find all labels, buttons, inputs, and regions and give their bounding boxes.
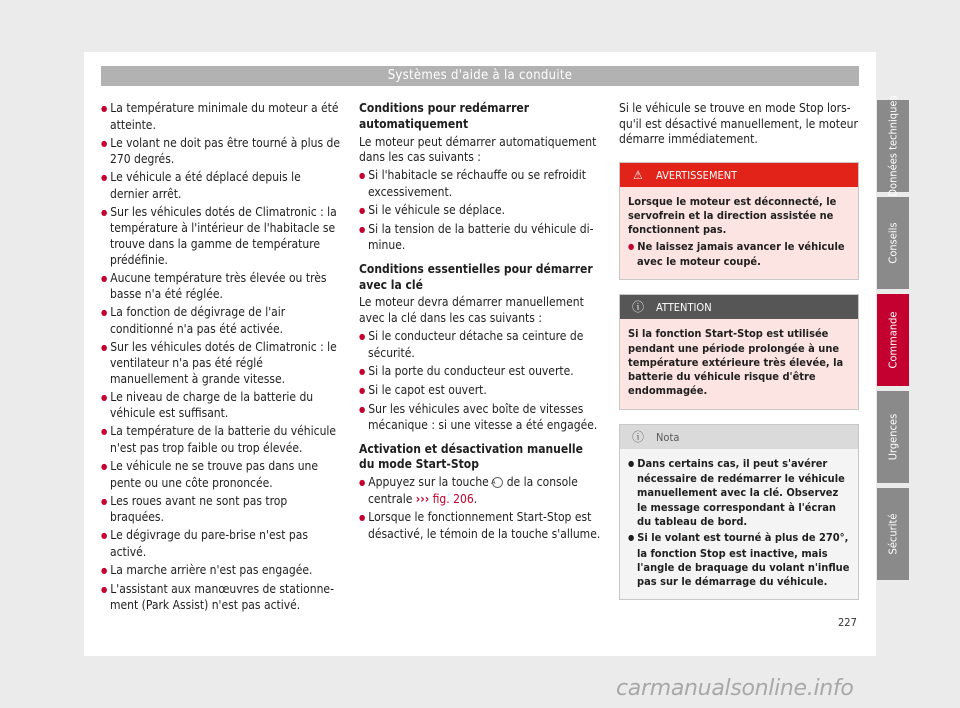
list-item: ● Le volant ne doit pas être tourné à plus de 270 degrés. <box>101 136 341 168</box>
list-item: ● Sur les véhicules dotés de Climatronic : la température à l'intérieur de l'habitacle se trouve dans la gamme de température prédéfinie. <box>101 205 341 268</box>
warning-triangle-icon: ⚠ <box>633 167 643 182</box>
text: . <box>473 491 478 506</box>
note-body <box>620 449 858 600</box>
list-item: ● Le dégivrage du pare-brise n'est pas activé. <box>101 528 341 560</box>
exclamation-circle-icon: ⓘ <box>631 300 644 315</box>
text: de la console centrale <box>368 475 578 506</box>
list-item: ● Dans certains cas, il peut s'avérer nécessaire de redémarrer le véhicule manuellement avec la clé. Observez le message correspondant à l'écran du tableau de bord. <box>628 457 850 529</box>
list-item: ● Si le capot est ouvert. <box>359 383 601 400</box>
list-item: ● Sur les véhicules dotés de Climatronic : le ventilateur n'a pas été réglé manuellement à grande vitesse. <box>101 340 341 388</box>
list-item: ● Aucune température très élevée ou très basse n'a été réglée. <box>101 271 341 303</box>
page-number: 227 <box>838 616 857 629</box>
reference-arrow: ››› <box>415 491 430 506</box>
attention-body <box>620 319 858 408</box>
section-heading: Conditions essentielles pour démarrer avec la clé <box>359 261 593 292</box>
list-item: ● Si le conducteur détache sa ceinture de sécurité. <box>359 329 601 361</box>
list-item: ● Le véhicule a été déplacé depuis le dernier arrêt. <box>101 170 341 202</box>
column-right <box>619 101 859 600</box>
list-item: ● Ne laissez jamais avancer le véhicule avec le moteur coupé. <box>628 240 850 270</box>
tab-label: Urgences <box>886 413 900 461</box>
attention-text: Si la fonction Start-Stop est utilisée pendant une période prolongée à une température extérieure très élevée, la batterie du véhicule risque d'être endommagée. <box>628 327 844 398</box>
paragraph: Le moteur peut démarrer automatiquement dans les cas suivants : <box>359 134 597 165</box>
tab-label: Conseils <box>886 222 900 264</box>
note-title: Nota <box>656 430 680 444</box>
column-middle <box>359 101 601 545</box>
tab-securite[interactable] <box>877 488 909 580</box>
list-item: ● Sur les véhicules avec boîte de vitesses mécanique : si une vitesse a été engagée. <box>359 402 601 434</box>
list-item: ● Le véhicule ne se trouve pas dans une pente ou une côte prononcée. <box>101 459 341 491</box>
warning-box <box>619 162 859 280</box>
list-item: ● Si la porte du conducteur est ouverte. <box>359 364 601 381</box>
warning-text: Lorsque le moteur est déconnecté, le servofrein et la direction assistée ne fonctionnent pas. <box>628 194 837 237</box>
list-item: ● Les roues avant ne sont pas trop braquées. <box>101 494 341 526</box>
start-stop-key-icon: A <box>492 477 503 488</box>
list-item: ● La température de la batterie du véhicule n'est pas trop faible ou trop élevée. <box>101 424 341 456</box>
section-heading: Conditions pour redémarrer automatiquement <box>359 101 530 131</box>
attention-title: ATTENTION <box>656 301 712 315</box>
figure-link[interactable]: fig. 206 <box>432 491 474 506</box>
attention-header <box>620 295 858 319</box>
tab-label: Sécurité <box>886 513 900 555</box>
tab-conseils[interactable] <box>877 197 909 289</box>
column-left <box>101 101 341 616</box>
info-icon: ⓘ <box>631 429 644 444</box>
paragraph: Si le véhicule se trouve en mode Stop lorsqu'il est désactivé manuellement, le moteur démarre immédiatement. <box>619 101 858 147</box>
list-item: ● Si le véhicule se déplace. <box>359 203 601 220</box>
tab-label: Données techniques <box>886 95 900 197</box>
list-item <box>359 475 601 507</box>
list-item: ● L'assistant aux manœuvres de stationnement (Park Assist) n'est pas activé. <box>101 582 341 614</box>
list-item: ● Si la tension de la batterie du véhicule diminue. <box>359 222 601 254</box>
tab-donnees-techniques[interactable] <box>877 95 909 197</box>
page-header: Systèmes d'aide à la conduite <box>101 66 859 86</box>
list-item: ● Si le volant est tourné à plus de 270°, la fonction Stop est inactive, mais l'angle de braquage du volant n'influe pas sur le démarrage du véhicule. <box>628 531 850 589</box>
tab-urgences[interactable] <box>877 391 909 483</box>
list-item: ● Le niveau de charge de la batterie du véhicule est suffisant. <box>101 390 341 422</box>
note-box <box>619 424 859 601</box>
watermark: carmanualsonline.info <box>616 676 854 701</box>
side-tabs <box>877 95 909 585</box>
note-header <box>620 425 858 449</box>
list-item: ● La température minimale du moteur a été atteinte. <box>101 101 341 133</box>
warning-body <box>620 187 858 279</box>
list-item: ● La fonction de dégivrage de l'air conditionné n'a pas été activée. <box>101 305 341 337</box>
tab-label: Commande <box>886 311 900 369</box>
list-item: ● Si l'habitacle se réchauffe ou se refroidit excessivement. <box>359 168 601 200</box>
text: Appuyez sur la touche <box>368 475 489 490</box>
warning-header <box>620 163 858 187</box>
paragraph: Le moteur devra démarrer manuellement avec la clé dans les cas suivants : <box>359 295 584 326</box>
warning-title: AVERTISSEMENT <box>656 168 738 182</box>
section-heading: Activation et désactivation manuelle du mode Start-Stop <box>359 441 583 472</box>
list-item: ● La marche arrière n'est pas engagée. <box>101 563 341 580</box>
tab-commande[interactable] <box>877 294 909 386</box>
list-item: ● Lorsque le fonctionnement Start-Stop est désactivé, le témoin de la touche s'allume. <box>359 510 601 542</box>
attention-box <box>619 294 859 409</box>
